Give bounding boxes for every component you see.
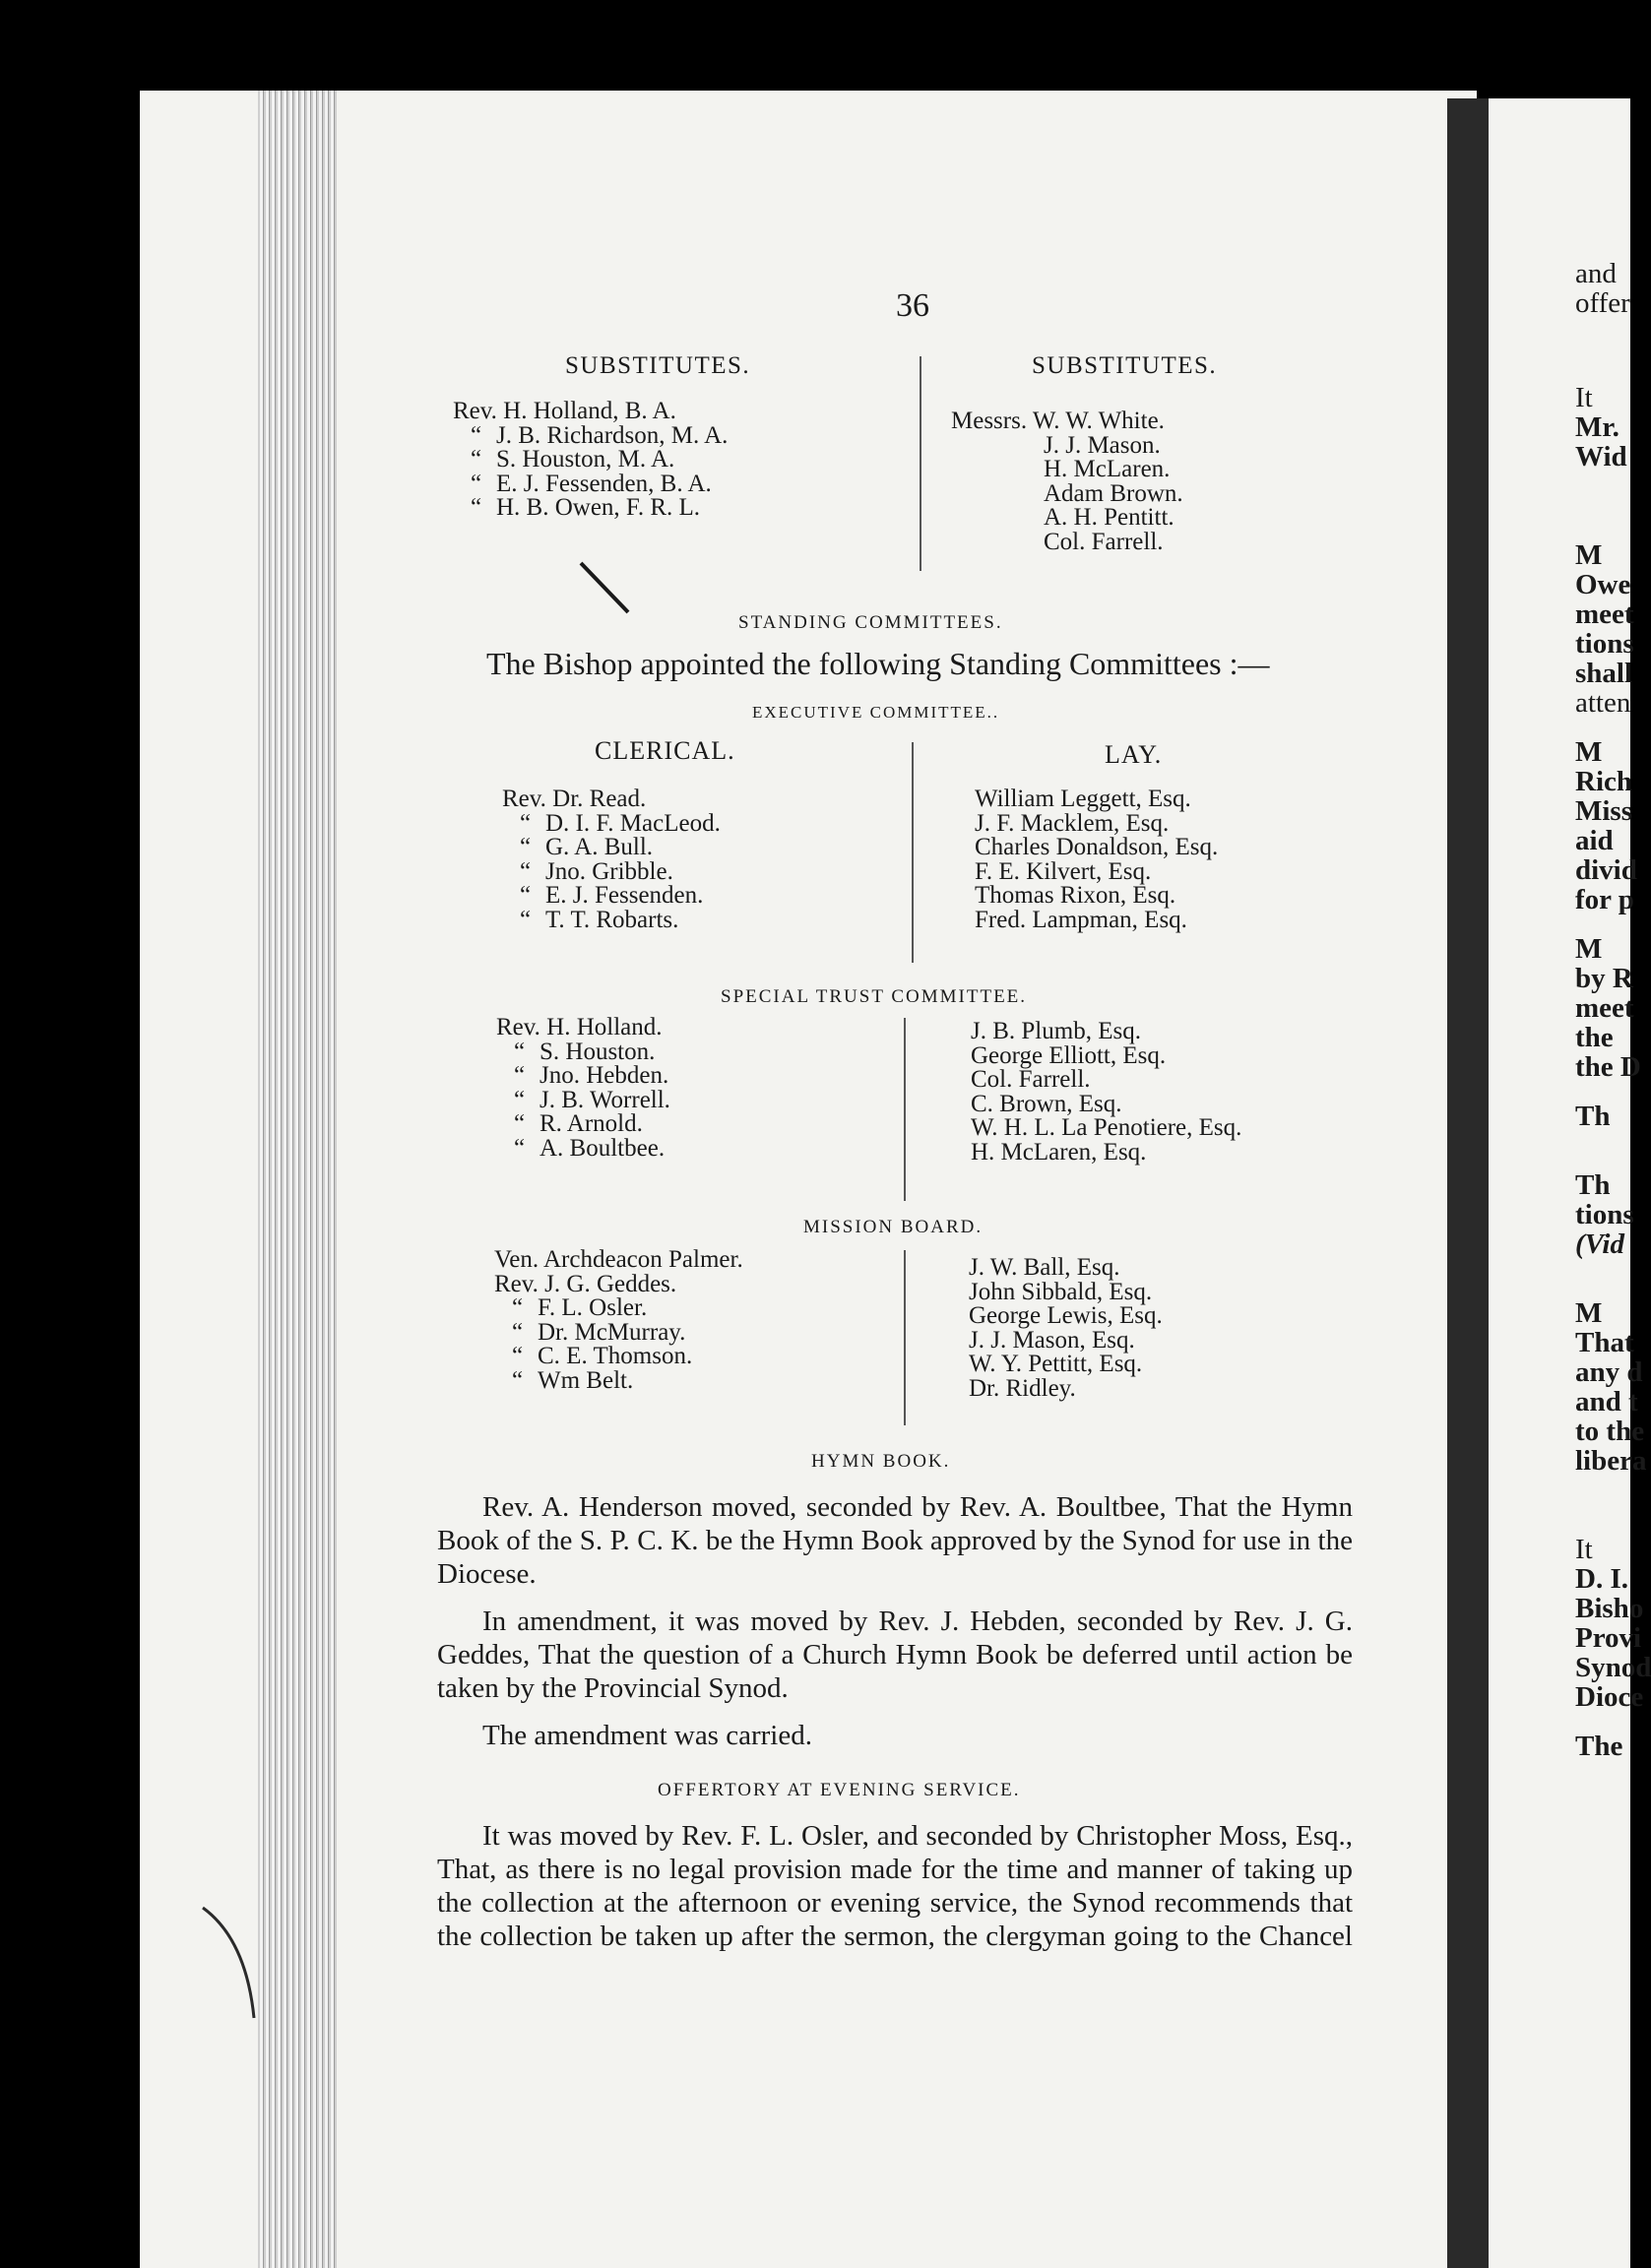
member-name: Col. Farrell. xyxy=(971,1066,1091,1093)
list-item xyxy=(951,431,1183,459)
member-name: D. I. F. MacLeod. xyxy=(545,809,721,837)
list-item xyxy=(951,458,1183,482)
list-item xyxy=(453,448,728,472)
member-name: C. E. Thomson. xyxy=(538,1343,693,1369)
member-name: W. Y. Pettitt, Esq. xyxy=(969,1351,1143,1377)
lay-heading: LAY. xyxy=(1105,740,1163,769)
member-name: J. W. Ball, Esq. xyxy=(969,1254,1120,1281)
offertory-motion: It was moved by Rev. F. L. Osler, and seconded by Christopher Moss, Esq., That, as there is no legal provision made for the time and manner of taking up the collection at the afternoon or evening service, the Synod recommends that the collection be taken up after the sermon, the clergyman going to the Chancel xyxy=(437,1820,1353,1952)
list-item xyxy=(975,906,1218,933)
list-item xyxy=(502,884,721,909)
facing-page-fragment: Miss xyxy=(1575,795,1632,827)
list-item xyxy=(971,1138,1241,1166)
list-item xyxy=(971,1020,1241,1044)
member-name: J. B. Worrell. xyxy=(540,1086,670,1113)
list-item xyxy=(496,1086,670,1113)
offertory-heading: OFFERTORY AT EVENING SERVICE. xyxy=(658,1780,1021,1800)
facing-page-fragment: That xyxy=(1575,1327,1634,1358)
column-divider xyxy=(904,1250,906,1425)
list-item xyxy=(971,1041,1241,1069)
clerical-heading: CLERICAL. xyxy=(595,736,735,765)
standing-committees-intro: The Bishop appointed the following Standing Committees :— xyxy=(486,646,1270,681)
facing-page-fragment: by R xyxy=(1575,963,1633,994)
member-name: W. W. White. xyxy=(1032,408,1165,434)
ditto-mark: “ xyxy=(471,494,482,521)
list-item xyxy=(971,1068,1241,1093)
member-name: F. L. Osler. xyxy=(538,1294,648,1321)
facing-page-fragment: for p xyxy=(1575,884,1634,915)
mission-clerical-list xyxy=(494,1248,743,1393)
list-item xyxy=(453,472,728,497)
list-item xyxy=(969,1374,1163,1402)
list-item xyxy=(951,528,1183,555)
executive-clerical-list xyxy=(502,788,721,932)
executive-committee-heading: EXECUTIVE COMMITTEE.. xyxy=(752,703,1000,722)
title-prefix: Messrs. xyxy=(951,408,1033,434)
ditto-mark: “ xyxy=(512,1294,524,1321)
member-name: H. Holland, B. A. xyxy=(503,398,676,424)
facing-page-fragment: Mr. xyxy=(1575,411,1619,443)
substitutes-lay-list xyxy=(951,410,1183,554)
hymn-book-motion: Rev. A. Henderson moved, seconded by Rev. A. Boultbee, That the Hymn Book of the S. P. C. K. be the Hymn Book approved by the Synod for use in the Diocese. xyxy=(437,1491,1353,1590)
list-item xyxy=(969,1326,1163,1354)
list-item xyxy=(969,1353,1163,1377)
list-item xyxy=(975,809,1218,837)
list-item xyxy=(502,906,721,933)
list-item xyxy=(951,410,1183,434)
facing-page-fragment: Th xyxy=(1575,1169,1611,1201)
standing-committees-heading: STANDING COMMITTEES. xyxy=(738,612,1003,633)
member-name: J. J. Mason, Esq. xyxy=(969,1326,1135,1354)
member-name: H. Holland. xyxy=(546,1014,663,1040)
facing-page-fragment: Synod xyxy=(1575,1652,1651,1683)
ditto-mark: “ xyxy=(512,1366,524,1394)
member-name: R. Arnold. xyxy=(540,1110,643,1137)
ditto-mark: “ xyxy=(514,1038,526,1065)
member-name: J. J. Mason. xyxy=(1044,431,1161,459)
list-item xyxy=(502,836,721,860)
list-item xyxy=(951,506,1183,531)
ditto-mark: “ xyxy=(520,882,532,909)
list-item xyxy=(496,1064,670,1089)
special-trust-lay-list xyxy=(971,1020,1241,1165)
hymn-book-result: The amendment was carried. xyxy=(482,1720,812,1751)
facing-page-fragment: and t xyxy=(1575,1386,1638,1418)
member-name: A. H. Pentitt. xyxy=(1044,504,1175,531)
member-name: Col. Farrell. xyxy=(1044,528,1164,555)
facing-page-fragment: shall xyxy=(1575,658,1633,689)
member-name: Thomas Rixon, Esq. xyxy=(975,882,1176,909)
ditto-mark: “ xyxy=(520,857,532,885)
list-item xyxy=(502,788,721,812)
ditto-mark: “ xyxy=(514,1062,526,1089)
facing-page-fragment: The xyxy=(1575,1731,1623,1762)
member-name: Dr. Read. xyxy=(552,786,647,812)
list-item xyxy=(496,1134,670,1162)
ditto-mark: “ xyxy=(520,834,532,860)
member-name: S. Houston. xyxy=(540,1038,656,1065)
facing-page-fragment: Owe xyxy=(1575,569,1631,600)
ditto-mark: “ xyxy=(512,1318,524,1346)
list-item xyxy=(494,1366,743,1394)
member-name: William Leggett, Esq. xyxy=(975,786,1191,812)
ditto-mark: “ xyxy=(471,421,482,449)
list-item xyxy=(494,1296,743,1321)
list-item xyxy=(494,1248,743,1273)
list-item xyxy=(975,788,1218,812)
member-name: A. Boultbee. xyxy=(540,1134,666,1162)
ditto-mark: “ xyxy=(514,1134,526,1162)
facing-page-fragment: Rich xyxy=(1575,766,1632,797)
facing-page-fragment: M xyxy=(1575,539,1603,571)
facing-page-fragment: (Vid xyxy=(1575,1228,1624,1260)
member-name: Ven. Archdeacon Palmer. xyxy=(494,1246,743,1273)
list-item xyxy=(453,496,728,521)
member-name: H. McLaren. xyxy=(1044,456,1171,482)
ditto-mark: “ xyxy=(471,446,482,472)
page-number: 36 xyxy=(896,287,929,324)
member-name: John Sibbald, Esq. xyxy=(969,1278,1153,1305)
substitutes-clerical-list xyxy=(453,400,728,521)
facing-page-fragment: meet xyxy=(1575,992,1634,1024)
facing-page-fragment: to the xyxy=(1575,1416,1645,1447)
facing-page xyxy=(1489,98,1651,2268)
list-item xyxy=(496,1112,670,1137)
member-name: Charles Donaldson, Esq. xyxy=(975,834,1219,860)
title-prefix: Rev. xyxy=(494,1270,545,1297)
ditto-mark: “ xyxy=(520,906,532,933)
title-prefix: Rev. xyxy=(502,786,553,812)
member-name: George Lewis, Esq. xyxy=(969,1302,1163,1329)
list-item xyxy=(502,857,721,885)
list-item xyxy=(494,1270,743,1297)
member-name: Wm Belt. xyxy=(538,1366,634,1394)
member-name: T. T. Robarts. xyxy=(545,906,679,933)
member-name: E. J. Fessenden. xyxy=(545,882,704,909)
facing-page-fragment: It xyxy=(1575,382,1593,413)
list-item xyxy=(969,1256,1163,1281)
ink-curve-mark xyxy=(197,1900,276,2028)
member-name: Fred. Lampman, Esq. xyxy=(975,906,1187,933)
facing-page-fragment: Th xyxy=(1575,1101,1611,1132)
list-item xyxy=(951,479,1183,507)
facing-page-fragment: the xyxy=(1575,1022,1614,1053)
list-item xyxy=(494,1345,743,1369)
ink-slash-mark xyxy=(577,557,636,616)
book-gutter xyxy=(1447,98,1489,2268)
member-name: H. McLaren, Esq. xyxy=(971,1138,1147,1166)
member-name: E. J. Fessenden, B. A. xyxy=(496,470,712,497)
list-item xyxy=(496,1016,670,1040)
list-item xyxy=(453,400,728,424)
ditto-mark: “ xyxy=(520,809,532,837)
facing-page-fragment: Wid xyxy=(1575,441,1627,472)
member-name: Dr. McMurray. xyxy=(538,1318,686,1346)
member-name: Jno. Hebden. xyxy=(540,1062,669,1089)
list-item xyxy=(975,857,1218,885)
title-prefix: Rev. xyxy=(496,1014,547,1040)
member-name: H. B. Owen, F. R. L. xyxy=(496,494,701,521)
member-name: J. G. Geddes. xyxy=(544,1270,677,1297)
list-item xyxy=(453,421,729,449)
member-name: S. Houston, M. A. xyxy=(496,446,675,472)
member-name: W. H. L. La Penotiere, Esq. xyxy=(971,1114,1242,1141)
member-name: G. A. Bull. xyxy=(545,834,654,860)
executive-lay-list xyxy=(975,788,1218,932)
mission-board-heading: MISSION BOARD. xyxy=(803,1217,984,1237)
facing-page-fragment: atten xyxy=(1575,687,1631,719)
mission-lay-list xyxy=(969,1256,1163,1401)
title-prefix: Rev. xyxy=(453,398,504,424)
member-name: George Elliott, Esq. xyxy=(971,1041,1167,1069)
column-divider xyxy=(920,356,921,571)
facing-page-fragment: tions xyxy=(1575,628,1634,660)
facing-page-fragment: the D xyxy=(1575,1051,1641,1083)
hymn-book-amendment: In amendment, it was moved by Rev. J. Hebden, seconded by Rev. J. G. Geddes, That the question of a Church Hymn Book be deferred until action be taken by the Provincial Synod. xyxy=(437,1606,1353,1704)
member-name: J. B. Plumb, Esq. xyxy=(971,1018,1141,1044)
facing-page-fragment: Bisho xyxy=(1575,1593,1644,1624)
special-trust-clerical-list xyxy=(496,1016,670,1161)
member-name: Dr. Ridley. xyxy=(969,1374,1076,1402)
facing-page-fragment: Provi xyxy=(1575,1622,1642,1654)
ditto-mark: “ xyxy=(471,470,482,497)
facing-page-fragment: divid xyxy=(1575,854,1637,886)
column-divider xyxy=(912,742,914,963)
ditto-mark: “ xyxy=(512,1343,524,1369)
facing-page-fragment: aid xyxy=(1575,825,1614,856)
member-name: C. Brown, Esq. xyxy=(971,1090,1122,1117)
list-item xyxy=(975,836,1218,860)
list-item xyxy=(975,884,1218,909)
facing-page-fragment: any d xyxy=(1575,1356,1643,1388)
facing-page-fragment: M xyxy=(1575,736,1603,768)
ditto-mark: “ xyxy=(514,1110,526,1137)
member-name: Jno. Gribble. xyxy=(545,857,673,885)
list-item xyxy=(969,1304,1163,1329)
special-trust-heading: SPECIAL TRUST COMMITTEE. xyxy=(721,986,1028,1007)
facing-page-fragment: offer xyxy=(1575,287,1630,319)
list-item xyxy=(971,1090,1241,1117)
facing-page-fragment: libera xyxy=(1575,1445,1647,1477)
facing-page-fragment: meet xyxy=(1575,598,1634,630)
hymn-book-heading: HYMN BOOK. xyxy=(811,1451,951,1472)
facing-page-fragment: Dioce xyxy=(1575,1681,1644,1713)
substitutes-heading-left: SUBSTITUTES. xyxy=(565,352,751,379)
member-name: F. E. Kilvert, Esq. xyxy=(975,857,1152,885)
facing-page-fragment: and xyxy=(1575,258,1617,289)
list-item xyxy=(969,1278,1163,1305)
facing-page-fragment: D. I. xyxy=(1575,1563,1628,1595)
list-item xyxy=(502,809,721,837)
list-item xyxy=(971,1116,1241,1141)
member-name: J. B. Richardson, M. A. xyxy=(496,421,729,449)
substitutes-heading-right: SUBSTITUTES. xyxy=(1032,352,1218,379)
member-name: Adam Brown. xyxy=(1044,479,1183,507)
member-name: J. F. Macklem, Esq. xyxy=(975,809,1170,837)
facing-page-fragment: tions xyxy=(1575,1199,1634,1230)
ditto-mark: “ xyxy=(514,1086,526,1113)
facing-page-fragment: M xyxy=(1575,933,1603,965)
facing-page-fragment: M xyxy=(1575,1297,1603,1329)
column-divider xyxy=(904,1018,906,1201)
list-item xyxy=(496,1040,670,1065)
facing-page-fragment: It xyxy=(1575,1534,1593,1565)
list-item xyxy=(494,1318,743,1346)
